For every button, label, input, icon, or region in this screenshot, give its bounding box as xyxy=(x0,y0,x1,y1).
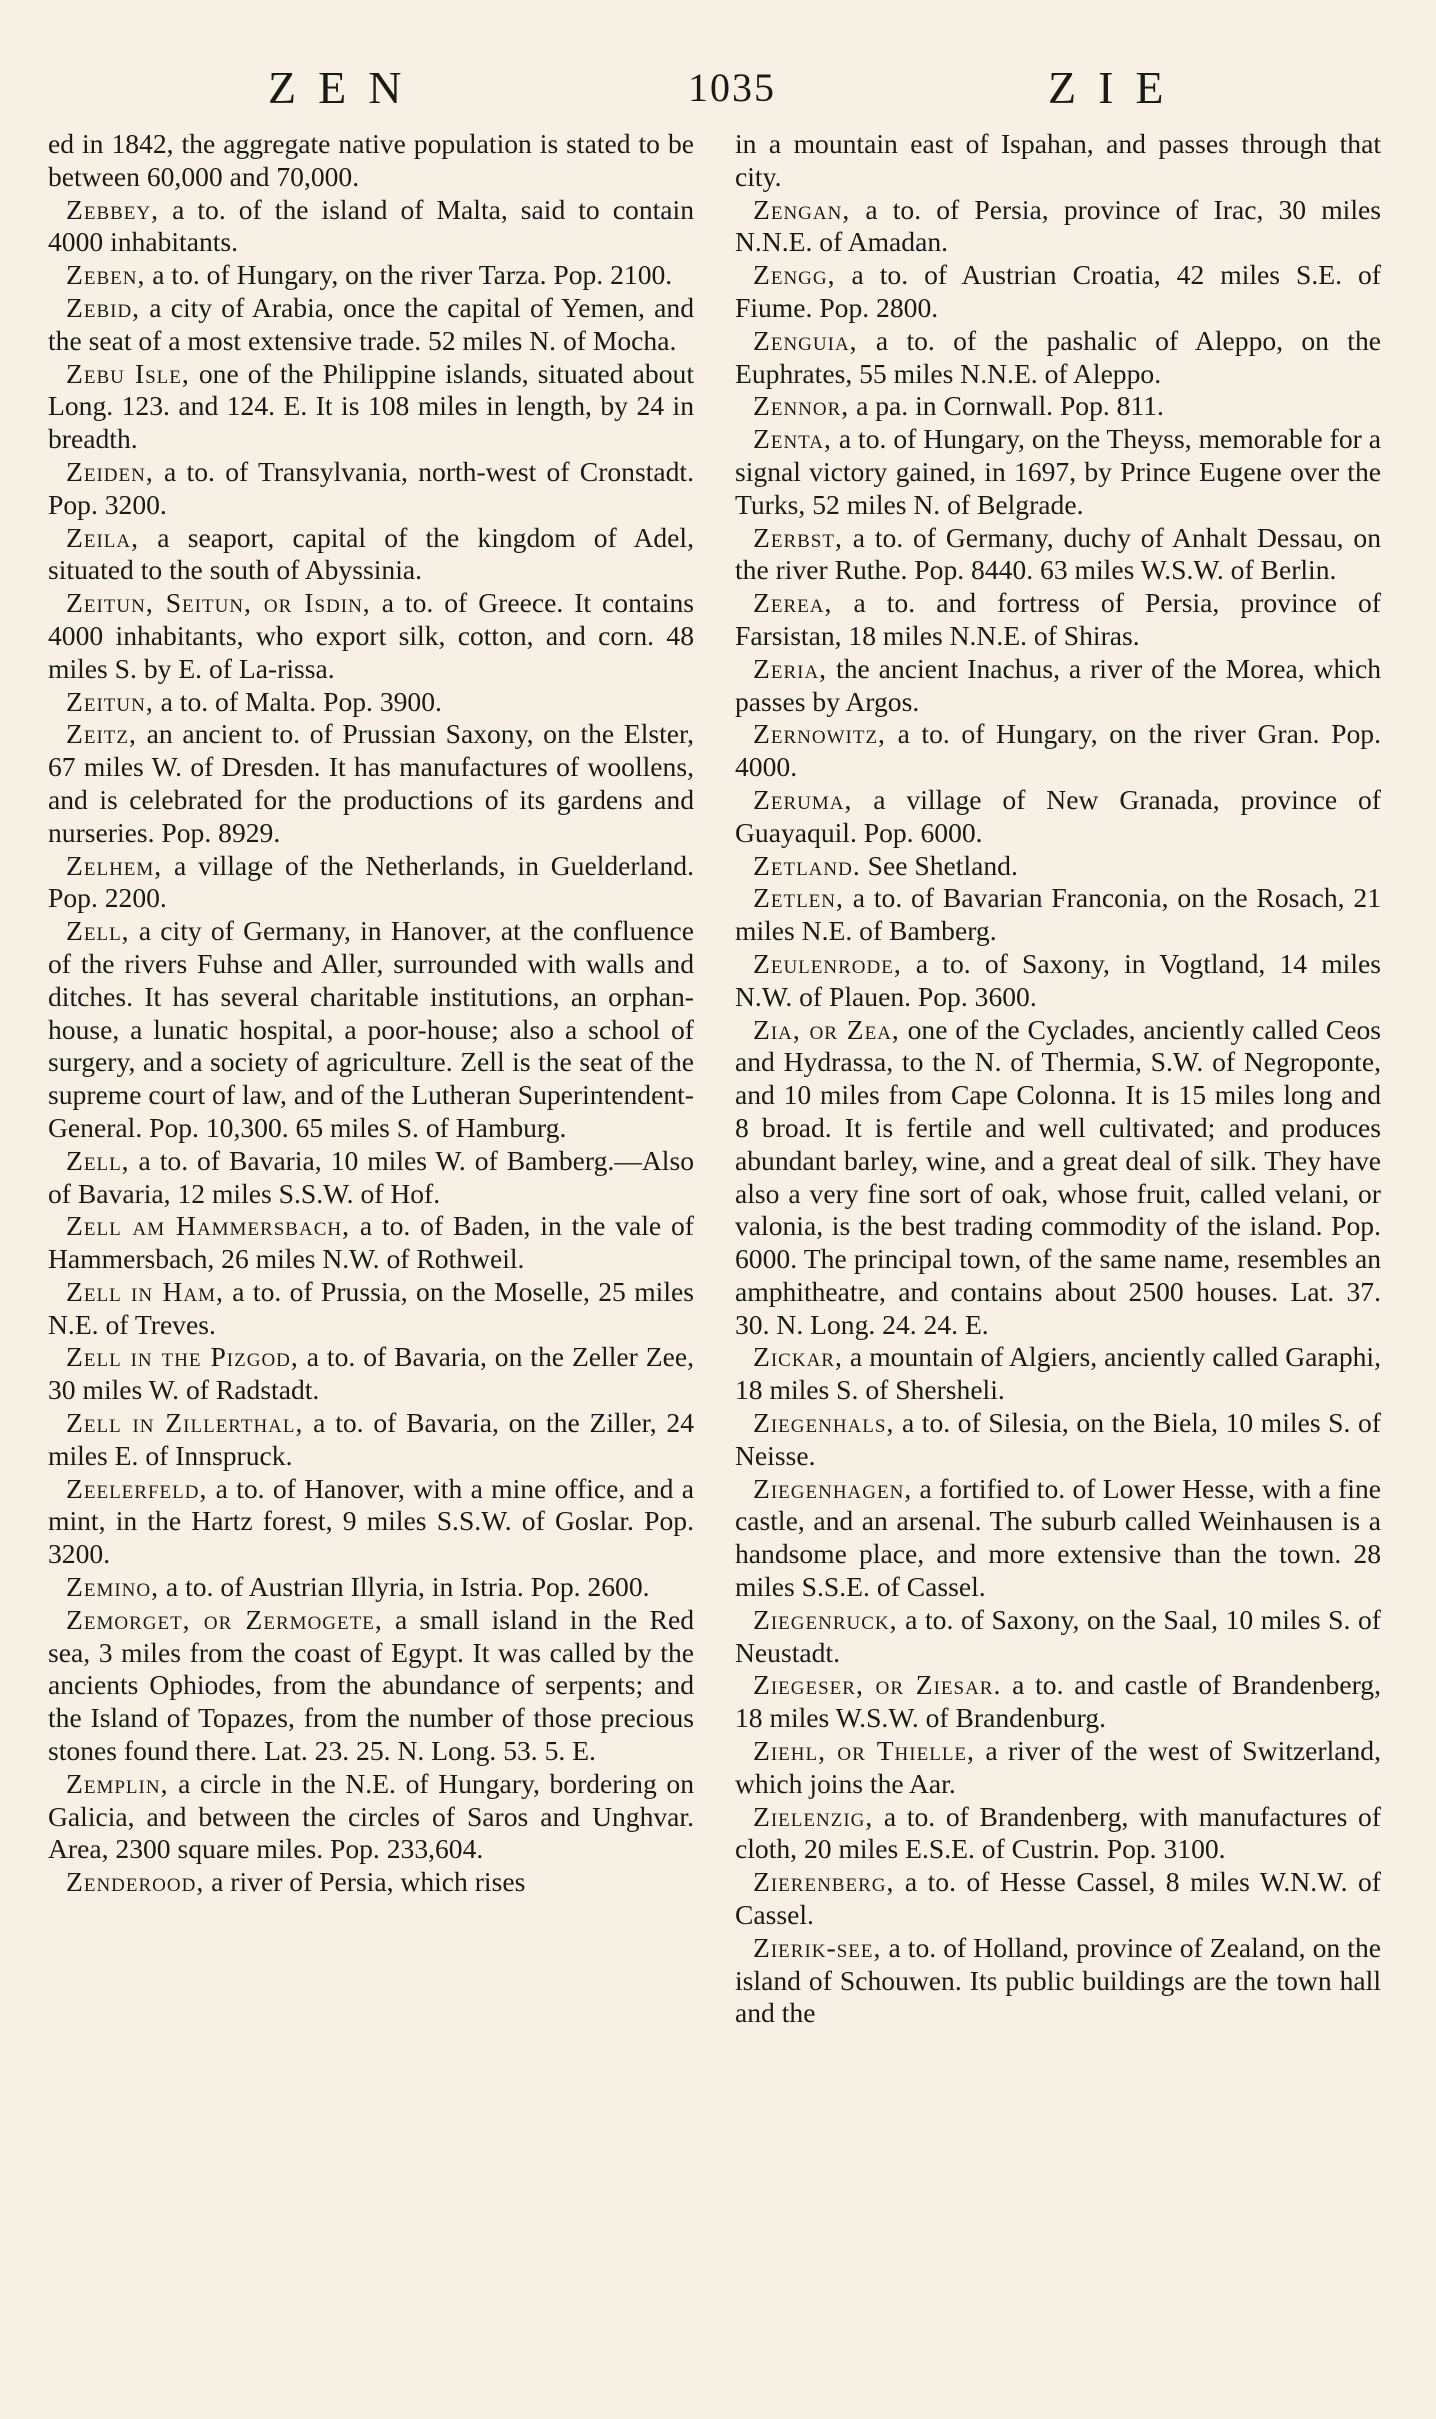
entry-headword: Zenderood, xyxy=(66,1866,205,1898)
dictionary-entry xyxy=(735,784,1381,850)
running-header xyxy=(48,60,1388,116)
entry-headword: Zenta, xyxy=(753,423,832,455)
entry-headword: Zell in the Pizgod, xyxy=(66,1341,299,1373)
entry-text: a to. of the island of Malta, said to contain 4000 inhabitants. xyxy=(48,193,694,258)
entry-text: a seaport, capital of the kingdom of Adel, situated to the south of Abyssinia. xyxy=(48,521,694,586)
dictionary-entry xyxy=(735,194,1381,260)
entry-text: a city of Arabia, once the capital of Yemen, and the seat of a most extensive trade. 52 miles N. of Mocha. xyxy=(48,291,694,356)
dictionary-entry xyxy=(735,1801,1381,1867)
dictionary-entry xyxy=(48,1276,694,1342)
entry-text: a to. of Saxony, in Vogtland, 14 miles N.W. of Plauen. Pop. 3600. xyxy=(735,947,1381,1012)
entry-text: a small island in the Red sea, 3 miles from the coast of Egypt. It was called by the ancients Ophiodes, from the abundance of serpents; and the Island of Topazes, from the number of those precious stones found there. Lat. 23. 25. N. Long. 53. 5. E. xyxy=(48,1603,694,1767)
entry-headword: Zennor, xyxy=(753,390,850,422)
entry-text: a mountain of Algiers, anciently called Garaphi, 18 miles S. of Shersheli. xyxy=(735,1341,1381,1406)
entry-text: an ancient to. of Prussian Saxony, on the Elster, 67 miles W. of Dresden. It has manufactures of woollens, and is celebrated for the productions of its gardens and nurseries. Pop. 8929. xyxy=(48,718,694,848)
entry-text: a fortified to. of Lower Hesse, with a fine castle, and an arsenal. The suburb called Weinhausen is a handsome place, and more extensive than the town. 28 miles S.S.E. of Cassel. xyxy=(735,1472,1381,1603)
dictionary-entry xyxy=(48,1571,694,1604)
dictionary-entry xyxy=(735,1341,1381,1407)
dictionary-entry xyxy=(48,718,694,849)
dictionary-entry xyxy=(48,292,694,358)
entry-text: a to. of Austrian Illyria, in Istria. Pop. 2600. xyxy=(159,1571,650,1603)
entry-text: in a mountain east of Ispahan, and passes through that city. xyxy=(735,128,1381,192)
entry-headword: Zeitun, xyxy=(66,685,154,717)
entry-text: a to. of Bavaria, 10 miles W. of Bamberg.—Also of Bavaria, 12 miles S.S.W. of Hof. xyxy=(48,1144,694,1209)
dictionary-entry xyxy=(48,128,694,194)
dictionary-entry xyxy=(735,1866,1381,1932)
dictionary-entry xyxy=(735,522,1381,588)
entry-headword: Zell in Ham, xyxy=(66,1275,224,1307)
dictionary-entry xyxy=(48,915,694,1145)
dictionary-entry xyxy=(48,686,694,719)
entry-headword: Zell, xyxy=(66,1144,130,1176)
entry-headword: Zell in Zillerthal, xyxy=(66,1407,304,1439)
header-right-guide: ZIE xyxy=(1048,62,1186,113)
dictionary-entry xyxy=(735,882,1381,948)
entry-headword: Zerbst, xyxy=(753,521,843,553)
dictionary-entry xyxy=(735,128,1381,194)
entry-headword: Zeulenrode, xyxy=(753,947,902,979)
entry-text: one of the Cyclades, anciently called Ceos and Hydrassa, to the N. of Thermia, S.W. of Negroponte, and 10 miles from Cape Colonna. It is 15 miles long and 8 broad. It is fertile and well cultivated; and produces abundant barley, wine, and a great deal of silk. They have also a very fine sort of oak, whose fruit, called velani, or valonia, is the best trading commodity of the island. Pop. 6000. The principal town, of the same name, resembles an amphitheatre, and contains about 2500 houses. Lat. 37. 30. N. Long. 24. 24. E. xyxy=(735,1013,1381,1340)
entry-text: a to. and fortress of Persia, province of Farsistan, 18 miles N.N.E. of Shiras. xyxy=(735,587,1381,651)
dictionary-entry xyxy=(48,587,694,685)
entry-headword: Zierenberg, xyxy=(753,1866,895,1898)
entry-text: a village of New Granada, province of Guayaquil. Pop. 6000. xyxy=(735,783,1381,848)
entry-text: a circle in the N.E. of Hungary, bordering on Galicia, and between the circles of Saros and Unghvar. Area, 2300 square miles. Pop. 233,604. xyxy=(48,1767,694,1865)
entry-text: one of the Philippine islands, situated about Long. 123. and 124. E. It is 108 miles in length, by 24 in breadth. xyxy=(48,357,694,455)
entry-headword: Zengan, xyxy=(753,193,851,225)
entry-headword: Zeruma, xyxy=(753,783,853,815)
entry-text: the ancient Inachus, a river of the Morea, which passes by Argos. xyxy=(735,652,1381,717)
entry-headword: Ziegenruck, xyxy=(753,1603,898,1635)
entry-headword: Zemorget, or Zermogete, xyxy=(66,1603,383,1635)
dictionary-entry xyxy=(735,1932,1381,2030)
entry-text: a to. of Holland, province of Zealand, on the island of Schouwen. Its public buildings are the town hall and the xyxy=(735,1931,1381,2029)
dictionary-entry xyxy=(735,423,1381,521)
entry-headword: Zeben, xyxy=(66,259,146,291)
dictionary-entry xyxy=(735,1407,1381,1473)
entry-text: a city of Germany, in Hanover, at the confluence of the rivers Fuhse and Aller, surrounded with walls and ditches. It has several charitable institutions, an orphan-house, a lunatic hospital, a poor-house; also a school of surgery, and a society of agriculture. Zell is the seat of the supreme court of law, and of the Lutheran Superintendent-General. Pop. 10,300. 65 miles S. of Hamburg. xyxy=(48,915,694,1143)
dictionary-entry xyxy=(48,1866,694,1899)
entry-text: a to. of Germany, duchy of Anhalt Dessau, on the river Ruthe. Pop. 8440. 63 miles W.S.W. of Berlin. xyxy=(735,521,1381,586)
dictionary-entry xyxy=(48,1604,694,1768)
entry-text: a village of the Netherlands, in Guelderland. Pop. 2200. xyxy=(48,849,694,914)
entry-headword: Zell, xyxy=(66,915,130,947)
entry-headword: Zierik-see, xyxy=(753,1931,882,1963)
dictionary-entry xyxy=(48,358,694,456)
entry-text: a to. of the pashalic of Aleppo, on the Euphrates, 55 miles N.N.E. of Aleppo. xyxy=(735,324,1381,389)
entry-text: a to. of Transylvania, north-west of Cronstadt. Pop. 3200. xyxy=(48,455,694,520)
entry-headword: Zengg, xyxy=(753,259,836,291)
entry-text: See Shetland. xyxy=(860,849,1018,881)
entry-text: a river of Persia, which rises xyxy=(204,1866,526,1898)
entry-headword: Zeila, xyxy=(66,521,140,553)
dictionary-entry xyxy=(48,1768,694,1866)
entry-text: a river of the west of Switzerland, which joins the Aar. xyxy=(735,1735,1381,1799)
entry-text: a to. of Persia, province of Irac, 30 miles N.N.E. of Amadan. xyxy=(735,193,1381,258)
dictionary-entry xyxy=(735,325,1381,391)
entry-headword: Zetland. xyxy=(753,849,861,881)
dictionary-entry xyxy=(48,1473,694,1571)
entry-headword: Zenguia, xyxy=(753,324,858,356)
entry-headword: Ziehl, or Thielle, xyxy=(753,1735,975,1767)
entry-text: a to. of Baden, in the vale of Hammersbach, 26 miles N.W. of Rothweil. xyxy=(48,1210,694,1275)
entry-headword: Zeitz, xyxy=(66,718,137,750)
entry-text: a to. of Bavaria, on the Ziller, 24 miles E. of Innspruck. xyxy=(48,1407,694,1471)
entry-text: a to. of Silesia, on the Biela, 10 miles S. of Neisse. xyxy=(735,1407,1381,1471)
entry-headword: Zemino, xyxy=(66,1571,160,1603)
dictionary-entry xyxy=(735,390,1381,423)
entry-headword: Zernowitz, xyxy=(753,718,886,750)
dictionary-entry xyxy=(48,1341,694,1407)
dictionary-entry xyxy=(735,1735,1381,1801)
entry-text: a to. of Hanover, with a mine office, and a mint, in the Hartz forest, 9 miles S.S.W. of Goslar. Pop. 3200. xyxy=(48,1472,694,1570)
entry-text: a to. of Bavarian Franconia, on the Rosach, 21 miles N.E. of Bamberg. xyxy=(735,882,1381,947)
entry-headword: Zemplin, xyxy=(66,1767,169,1799)
dictionary-entry xyxy=(48,850,694,916)
entry-text: a to. of Prussia, on the Moselle, 25 miles N.E. of Treves. xyxy=(48,1275,694,1340)
dictionary-entry xyxy=(48,259,694,292)
dictionary-entry xyxy=(735,653,1381,719)
dictionary-entry xyxy=(48,1210,694,1276)
entry-headword: Zia, or Zea, xyxy=(753,1013,900,1045)
dictionary-entry xyxy=(735,587,1381,653)
entry-headword: Zebbey, xyxy=(66,193,160,225)
entry-text: a to. of Malta. Pop. 3900. xyxy=(153,685,442,717)
dictionary-entry xyxy=(735,850,1381,883)
entry-headword: Zebid, xyxy=(66,291,141,323)
entry-text: a to. of Hungary, on the Theyss, memorable for a signal victory gained, in 1697, by Prince Eugene over the Turks, 52 miles N. of Belgrade. xyxy=(735,423,1381,520)
dictionary-entry xyxy=(48,194,694,260)
entry-text: a to. of Hungary, on the river Gran. Pop. 4000. xyxy=(735,718,1381,783)
dictionary-entry xyxy=(735,718,1381,784)
entry-headword: Zeelerfeld, xyxy=(66,1472,208,1504)
entry-text: a to. of Bavaria, on the Zeller Zee, 30 miles W. of Radstadt. xyxy=(48,1341,694,1406)
entry-headword: Zielenzig, xyxy=(753,1800,874,1832)
entry-text: a to. and castle of Brandenberg, 18 miles W.S.W. of Brandenburg. xyxy=(735,1669,1381,1734)
entry-headword: Ziegenhals, xyxy=(753,1407,895,1439)
entry-headword: Ziegenhagen, xyxy=(753,1472,913,1504)
entry-text: a to. of Brandenberg, with manufactures of cloth, 20 miles E.S.E. of Custrin. Pop. 3100. xyxy=(735,1800,1381,1865)
entry-headword: Zeitun, Seitun, or Isdin, xyxy=(66,587,371,619)
page-number: 1035 xyxy=(688,65,776,110)
dictionary-entry xyxy=(48,1407,694,1473)
entry-text: a to. of Hesse Cassel, 8 miles W.N.W. of Cassel. xyxy=(735,1866,1381,1931)
entry-text: a to. of Hungary, on the river Tarza. Pop. 2100. xyxy=(145,259,673,291)
entry-text: a to. of Austrian Croatia, 42 miles S.E. of Fiume. Pop. 2800. xyxy=(735,259,1381,323)
entry-text: a to. of Greece. It contains 4000 inhabitants, who export silk, cotton, and corn. 48 miles S. by E. of La-rissa. xyxy=(48,587,694,684)
dictionary-entry xyxy=(735,259,1381,325)
entry-headword: Zeiden, xyxy=(66,455,154,487)
entry-headword: Zickar, xyxy=(753,1341,843,1373)
dictionary-entry xyxy=(48,456,694,522)
entry-headword: Zell am Hammersbach, xyxy=(66,1210,350,1242)
entry-headword: Zerea, xyxy=(753,587,833,619)
entry-headword: Zetlen, xyxy=(753,882,844,914)
dictionary-entry xyxy=(735,948,1381,1014)
entry-headword: Zelhem, xyxy=(66,849,163,881)
entry-headword: Zeria, xyxy=(753,652,828,684)
dictionary-entry xyxy=(735,1669,1381,1735)
left-column xyxy=(48,128,694,2398)
entry-text: a pa. in Cornwall. Pop. 811. xyxy=(849,390,1164,422)
entry-headword: Ziegeser, or Ziesar. xyxy=(753,1669,1002,1701)
dictionary-entry xyxy=(735,1604,1381,1670)
entry-headword: Zebu Isle, xyxy=(66,357,190,389)
header-left-guide: ZEN xyxy=(268,62,424,113)
dictionary-entry xyxy=(735,1473,1381,1604)
dictionary-entry xyxy=(48,522,694,588)
right-column xyxy=(735,128,1381,2398)
entry-text: ed in 1842, the aggregate native population is stated to be between 60,000 and 70,000. xyxy=(48,128,694,192)
dictionary-entry xyxy=(735,1014,1381,1342)
entry-text: a to. of Saxony, on the Saal, 10 miles S. of Neustadt. xyxy=(735,1603,1381,1668)
dictionary-entry xyxy=(48,1145,694,1211)
